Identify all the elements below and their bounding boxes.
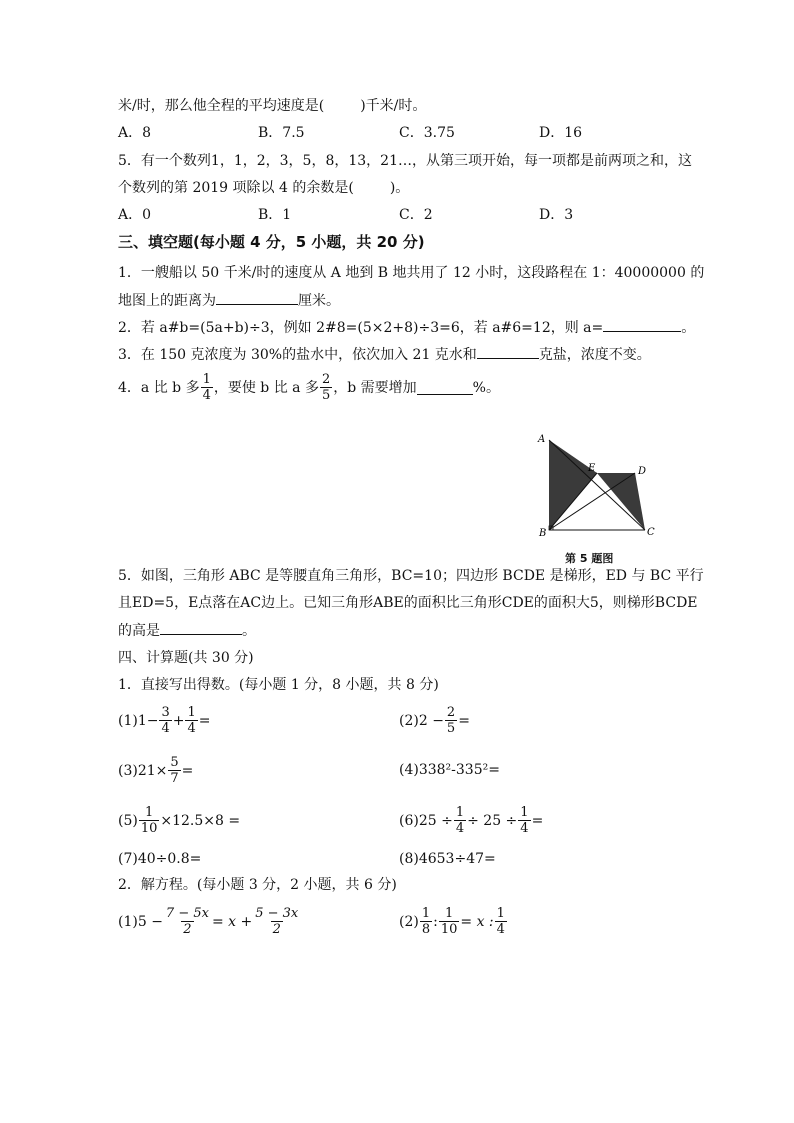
calc-6: (6)25 ÷ $\frac{1}{4}$ ÷ 25 ÷ $\frac{1}{4}$ = [399,805,544,836]
answer-blank [160,620,242,635]
triangle-cde-shaded [597,473,645,530]
section-4-sub-1: 1．直接写出得数。(每小题 1 分，8 小题，共 8 分) [118,677,439,693]
fraction: $\frac{7 - 5x}{2}$ [165,906,209,937]
calc-5: (5) $\frac{1}{10}$ ×12.5×8 = [118,805,241,836]
fill-5-text-a: 的高是 [118,623,160,639]
fraction: $\frac{1}{4}$ [202,372,211,403]
fill-5-line2: 且ED=5，E点落在AC边上。已知三角形ABE的面积比三角形CDE的面积大5，则梯形BCDE [118,595,698,611]
fill-1-line1: 1．一艘船以 50 千米/时的速度从 A 地到 B 地共用了 12 小时，这段路程在 1：40000000 的 [118,265,705,281]
calc-7: (7)40÷0.8= [118,851,202,867]
q5-option-b: B．1 [258,207,292,223]
fill-1-text-a: 地图上的距离为 [118,293,216,309]
q5-option-c: C．2 [399,207,433,223]
fill-4 [118,372,500,403]
q4-option-b: B．7.5 [258,125,305,141]
fill-3-text-b: 克盐，浓度不变。 [538,347,651,363]
fill-2-text-a: 2．若 a#b=(5a+b)÷3，例如 2#8=(5×2+8)÷3=6，若 a#6=12，则 a= [118,320,604,336]
fraction: $\frac{1}{10}$ [440,906,458,937]
answer-blank [477,344,539,359]
fill-3 [118,344,651,365]
figure-caption: 第 5 题图 [565,552,614,565]
section-4-title: 四、计算题(共 30 分) [118,650,254,666]
fraction: $\frac{1}{4}$ [187,705,196,736]
equation-1: (1)5 − $\frac{7 - 5x}{2}$ = x + $\frac{5 - 3x}{2}$ [118,906,299,937]
trapezoid-triangle-figure [535,432,665,562]
fraction: $\frac{1}{4}$ [455,805,465,836]
fill-1-line2 [118,290,340,311]
fraction: $\frac{2}{5}$ [321,372,331,403]
fill-4-text-d: %。 [472,379,500,396]
q5-option-d: D．3 [539,207,574,223]
fill-5-line3 [118,620,256,641]
calc-3: (3)21× $\frac{5}{7}$ = [118,755,194,786]
fill-1-text-b: 厘米。 [298,293,340,309]
fraction: $\frac{3}{4}$ [161,705,170,736]
q4-text-b: )千米/时。 [360,98,427,114]
calc-1: (1)1− $\frac{3}{4}$ + $\frac{1}{4}$ = [118,705,211,736]
calc-8: (8)4653÷47= [399,851,496,867]
fill-3-text-a: 3．在 150 克浓度为 30%的盐水中，依次加入 21 克水和 [118,347,477,363]
question-5-line2 [118,178,409,198]
fill-4-text-c: ，b 需要增加 [333,379,417,396]
q4-text-a: 米/时，那么他全程的平均速度是( [118,98,325,114]
question-4-tail [118,96,426,116]
triangle-abe-shaded [549,440,597,530]
q5-text-b: )。 [389,180,410,196]
q4-option-a: A．8 [118,125,152,141]
fraction: $\frac{1}{4}$ [496,906,505,937]
fraction: $\frac{1}{4}$ [520,805,529,836]
fill-2 [118,317,695,338]
fraction: $\frac{2}{5}$ [446,705,456,736]
q5-option-a: A．0 [118,207,152,223]
answer-blank [603,317,681,332]
fill-4-text-b: ，要使 b 比 a 多 [213,379,319,396]
label-d: D [638,466,647,477]
answer-blank [216,290,298,305]
fill-5-line1: 5．如图，三角形 ABC 是等腰直角三角形，BC=10；四边形 BCDE 是梯形，ED 与 BC 平行 [118,568,704,584]
q4-option-d: D．16 [539,125,583,141]
fill-5-text-b: 。 [242,623,256,639]
label-e: E [588,463,596,474]
fraction: $\frac{5}{7}$ [170,755,179,786]
answer-blank [417,380,473,395]
calc-2: (2)2 − $\frac{2}{5}$ = [399,705,470,736]
section-3-title: 三、填空题(每小题 4 分，5 小题，共 20 分) [118,233,425,251]
calc-4: (4)338²-335²= [399,762,500,778]
label-b: B [539,528,547,539]
label-a: A [538,434,546,445]
fill-2-text-b: 。 [681,320,696,336]
equation-2: (2) $\frac{1}{8}$ : $\frac{1}{10}$ = x : $\frac{1}{4}$ [399,906,505,937]
q5-text-a: 个数列的第 2019 项除以 4 的余数是( [118,180,354,196]
label-c: C [647,527,655,538]
fraction: $\frac{5 - 3x}{2}$ [255,906,299,937]
fraction: $\frac{1}{10}$ [140,805,158,836]
q4-option-c: C．3.75 [399,125,455,141]
fraction: $\frac{1}{8}$ [421,906,431,937]
fill-4-text-a: 4．a 比 b 多 [118,379,200,396]
section-4-sub-2: 2．解方程。(每小题 3 分，2 小题，共 6 分) [118,877,397,893]
question-5-line1: 5．有一个数列1，1，2，3，5，8，13，21…，从第三项开始，每一项都是前两项之和，这 [118,153,692,169]
